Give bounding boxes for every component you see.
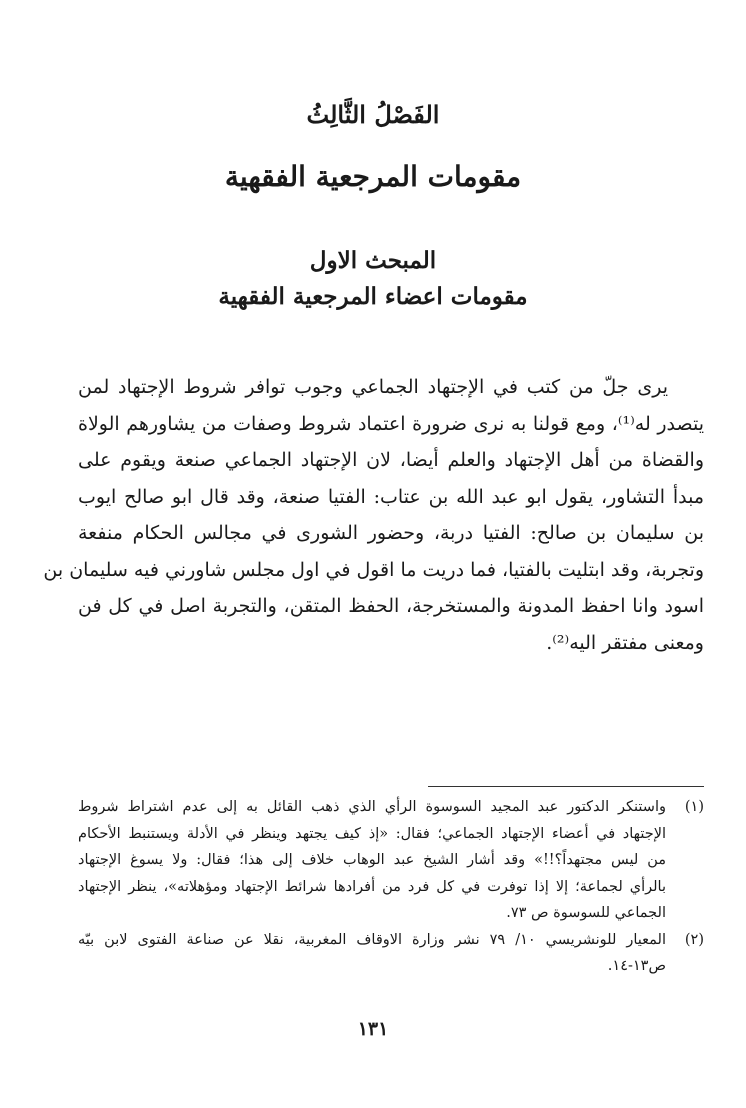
footnote-2-number: (٢) [684, 931, 704, 948]
footnote-divider [428, 786, 704, 787]
footnotes [78, 794, 704, 980]
body-line: والقضاة من أهل الإجتهاد والعلم أيضا، لان الإجتهاد الجماعي صنعة ويقوم على [78, 449, 704, 471]
body-line: ومعنى مفتقر اليه⁽²⁾. [546, 631, 704, 654]
page-number: ١٣١ [357, 1018, 389, 1040]
footnote-1-number: (١) [684, 799, 704, 815]
section-label: المبحث الاول [309, 247, 437, 274]
footnote-1-line: الجماعي للسوسوة ص ٧٣. [506, 905, 666, 921]
body-line: وتجربة، وقد ابتليت بالفتيا، فما دريت ما اقول في اول مجلس شاورني فيه سليمان بن [43, 558, 704, 581]
footnote-2-line: ص١٣-١٤. [607, 958, 666, 974]
footnote-1-text: واستنكر الدكتور عبد المجيد السوسوة الرأي الذي ذهب القائل به إلى عدم اشتراط شروط [78, 799, 666, 815]
body-paragraph [43, 369, 705, 661]
footnote-1-line: بالرأي لجماعة؛ إلا إذا توفرت في كل فرد من أفرادها شرائط الإجتهاد ومؤهلاته»، ينظر الإجتهاد [78, 878, 666, 895]
body-line: يتصدر له⁽¹⁾، ومع قولنا به نرى ضرورة اعتماد شروط وصفات من يشاورهم الولاة [78, 412, 705, 435]
body-line: بن سليمان بن صالح: الفتيا دربة، وحضور الشورى في مجالس الحكام منفعة [78, 522, 704, 544]
footnote-2-text: المعيار للونشريسي ١٠/ ٧٩ نشر وزارة الاوقاف المغربية، نقلا عن صناعة الفتوى لابن بيّه [78, 931, 666, 948]
chapter-label: الفَصْلُ الثَّالِثُ [306, 100, 440, 129]
body-line: مبدأ التشاور، يقول ابو عبد الله بن عتاب: الفتيا صنعة، وقد قال ابو صالح ايوب [78, 485, 704, 508]
footnote-1-line: الإجتهاد في أعضاء الإجتهاد الجماعي؛ فقال: «إذ كيف يجتهد وينظر في الأدلة ويستنبط الأحكام [78, 825, 666, 842]
footnote-2-line [78, 927, 704, 954]
footnote-1-line [78, 794, 704, 821]
body-line: اسود وانا احفظ المدونة والمستخرجة، الحفظ المتقن، والتجربة اصل في كل فن [78, 595, 704, 617]
section-title: مقومات اعضاء المرجعية الفقهية [218, 283, 528, 310]
body-line: يرى جلّ من كتب في الإجتهاد الجماعي وجوب توافر شروط الإجتهاد لمن [78, 376, 668, 398]
chapter-title: مقومات المرجعية الفقهية [224, 160, 522, 193]
footnote-1-line: من ليس مجتهداً؟!!» وقد أشار الشيخ عبد الوهاب خلاف إلى هذا؛ فقال: ولا يسوغ الإجتهاد [78, 852, 666, 868]
